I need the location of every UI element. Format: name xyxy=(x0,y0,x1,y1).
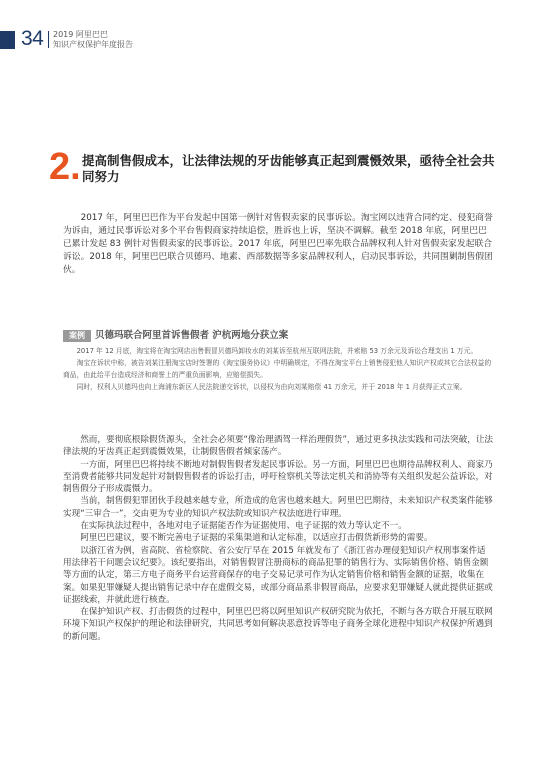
body-paragraph: 当前，制售假犯罪团伙手段越来越专业，所造成的危害也越来越大。阿里巴巴期待，未来知识产权类案件能够实现“三审合一”，交由更为专业的知识产权法院或知识产权法庭进行审理。 xyxy=(63,496,493,519)
header-report-name: 知识产权保护年度报告 xyxy=(53,40,133,49)
case-paragraph: 淘宝在诉状中称，被告刘某注册淘宝店时签署的《淘宝服务协议》中明确规定，不得在淘宝平台上销售侵犯他人知识产权或其它合法权益的商品，由此给平台造成经济和商誉上的严重负面影响，应赔偿损失。 xyxy=(63,359,492,379)
main-body xyxy=(63,434,493,643)
page-number: 34 xyxy=(21,27,44,50)
body-paragraph: 以浙江省为例，省高院、省检察院、省公安厅早在 2015 年就发布了《浙江省办理侵犯知识产权刑事案件适用法律若干问题会议纪要》。该纪要指出，对销售假冒注册商标的商品犯罪的销售行为、实际销售价格、销售金额等方面的认定，第三方电子商务平台运营商保存的电子交易记录可作为认定销售价格和销售金额的证据，收集在案。如果犯罪嫌疑人提出销售记录中存在虚假交易，或部分商品系非假冒商品，应要求犯罪嫌疑人就此提供证据或证据线索，并就此进行核查。 xyxy=(63,545,493,605)
header-accent-bar xyxy=(0,31,15,49)
body-paragraph: 阿里巴巴建议，要不断完善电子证据的采集渠道和认定标准，以适应打击假货新形势的需要。 xyxy=(80,533,433,544)
case-title: 贝德玛联合阿里首诉售假者 沪杭两地分获立案 xyxy=(95,330,289,341)
body-paragraph: 然而，要彻底根除假货源头，全社会必须要“像治理酒驾一样治理假货”，通过更多执法实践和司法突破，让法律法规的牙齿真正起到震慑效果，让制假售假者倾家荡产。 xyxy=(63,435,494,458)
section-number: 2. xyxy=(49,146,81,188)
body-paragraph: 一方面，阿里巴巴将持续不断地对制假售假者发起民事诉讼。另一方面，阿里巴巴也期待品牌权利人、商家乃至消费者能够共同发起针对制假售假者的诉讼打击，呼吁检察机关等法定机关和消协等有关组织发起公益诉讼，对制售假分子形成震慑力。 xyxy=(63,459,493,495)
case-paragraph: 2017 年 12 月底，淘宝将在淘宝网店出售假冒贝德玛卸妆水的刘某诉至杭州互联网法院，并索赔 53 万余元及诉讼合理支出 1 万元。 xyxy=(76,347,478,355)
case-body xyxy=(63,345,493,393)
case-tag: 案例 xyxy=(63,330,91,342)
section-title: 提高制售假成本，让法律法规的牙齿能够真正起到震慑效果，亟待全社会共同努力 xyxy=(82,153,495,184)
intro-paragraph: 2017 年，阿里巴巴作为平台发起中国第一例针对售假卖家的民事诉讼。淘宝网以违背合同约定、侵犯商誉为诉由，通过民事诉讼对多个平台售假商家持续追偿，胜诉也上诉，坚决不调解。截至 2018 年底，阿里巴巴已累计发起 83 例针对售假卖家的民事诉讼。2017 年底，阿里巴巴率先联合品牌权利人针对售假卖家发起联合诉讼。2018 年，阿里巴巴联合贝德玛、地素、西部数据等多家品牌权利人，启动民事诉讼，共同围剿制售假团伙。 xyxy=(63,213,493,275)
case-paragraph: 同时，权利人贝德玛也向上海浦东新区人民法院递交诉状，以侵权为由向刘某赔偿 41 万余元，并于 2018 年 1 月获得正式立案。 xyxy=(76,383,467,391)
body-paragraph: 在实际执法过程中，各地对电子证据能否作为证据使用、电子证据的效力等认定不一。 xyxy=(80,521,407,532)
header-report-year: 2019 阿里巴巴 xyxy=(53,30,108,39)
body-paragraph: 在保护知识产权、打击假货的过程中，阿里巴巴将以阿里知识产权研究院为依托，不断与各方联合开展互联网环境下知识产权保护的理论和法律研究，共同思考如何解决恶意投诉等电子商务全球化进程中知识产权保护所遇到的新问题。 xyxy=(63,607,493,642)
header-divider xyxy=(48,31,49,48)
